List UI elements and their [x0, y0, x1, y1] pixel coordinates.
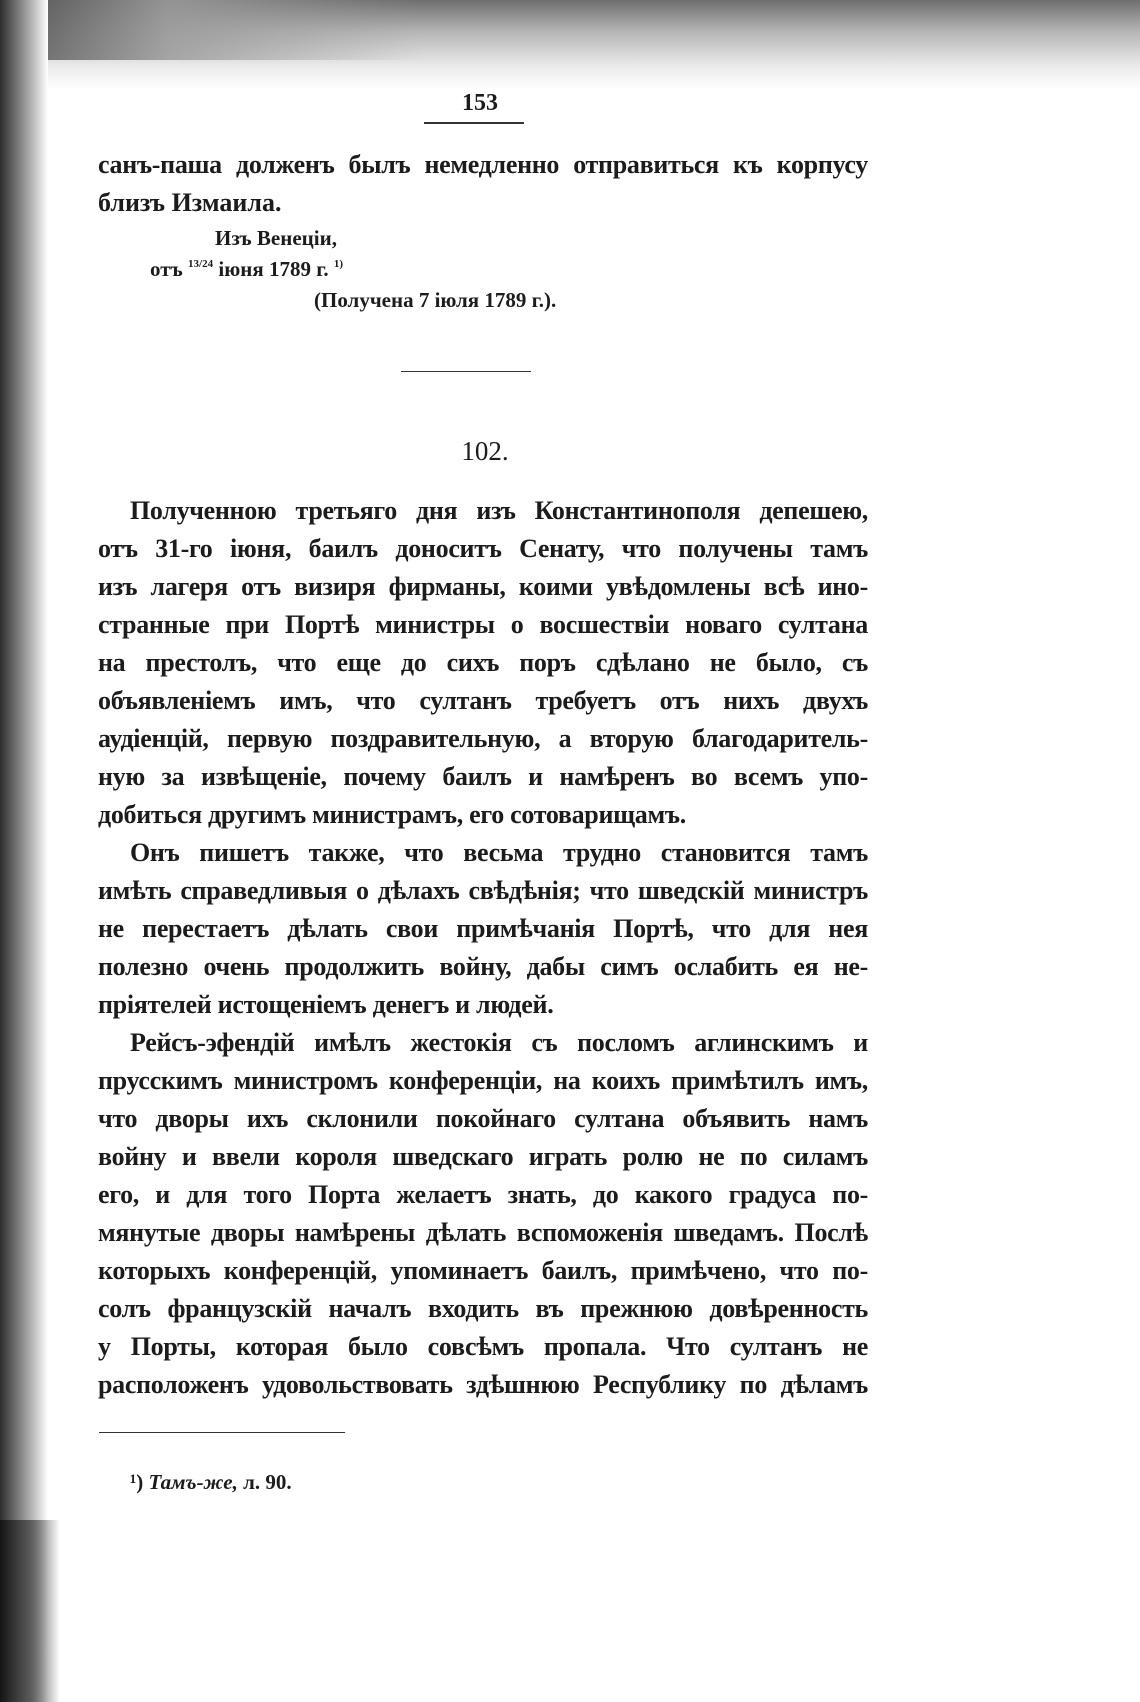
footnote-mark: ¹) — [130, 1470, 144, 1494]
body-line: на престолъ, что еще до сихъ поръ сдѣлано не было, съ — [98, 648, 868, 677]
footnote-rule — [99, 1432, 345, 1433]
body-line: ную за извѣщеніе, почему баилъ и намѣренъ во всемъ упо- — [98, 762, 868, 791]
body-line: аудіенцій, первую поздравительную, а вторую благодаритель- — [98, 724, 868, 753]
scan-shadow-left — [0, 0, 48, 1702]
footnote — [130, 1470, 292, 1495]
footnote-source: Тамъ-же, — [148, 1470, 238, 1494]
body-line: не перестаетъ дѣлать свои примѣчанія Портѣ, что для нея — [98, 914, 868, 943]
body-line: которыхъ конференцій, упоминаетъ баилъ, примѣчено, что по- — [98, 1256, 868, 1285]
section-separator — [401, 371, 531, 372]
body-line: расположенъ удовольствовать здѣшнюю Республику по дѣламъ — [98, 1370, 868, 1399]
body-line: пріятелей истощеніемъ денегъ и людей. — [98, 990, 554, 1019]
scan-shadow-bottom-left — [0, 1520, 60, 1702]
body-line: что дворы ихъ склонили покойнаго султана объявить намъ — [98, 1104, 868, 1133]
body-line: объявленіемъ имъ, что султанъ требуетъ отъ нихъ двухъ — [98, 686, 868, 715]
body-line: добиться другимъ министрамъ, его сотоварищамъ. — [98, 800, 686, 829]
body-line: Полученною третьяго дня изъ Константинополя депешею, — [130, 496, 868, 525]
date-fraction: 13/24 — [188, 258, 214, 270]
page-number: 153 — [462, 90, 498, 116]
body-line: отъ 31-го іюня, баилъ доноситъ Сенату, что получены тамъ — [98, 534, 868, 563]
body-line: Онъ пишетъ также, что весьма трудно становится тамъ — [130, 838, 868, 867]
from-city: Изъ Венеціи, — [215, 226, 337, 250]
scan-shadow-corner — [0, 0, 420, 60]
body-line: войну и ввели короля шведскаго играть ролю не по силамъ — [98, 1142, 868, 1171]
body-line: мянутые дворы намѣрены дѣлать вспоможенія шведамъ. Послѣ — [98, 1218, 868, 1247]
body-line: его, и для того Порта желаетъ знать, до какого градуса по- — [98, 1180, 868, 1209]
body-line: изъ лагеря отъ визиря фирманы, коими увѣдомлены всѣ ино- — [98, 572, 868, 601]
body-line: у Порты, которая было совсѣмъ пропала. Что султанъ не — [98, 1332, 868, 1361]
date-line — [150, 259, 343, 280]
body-line: солъ французскій началъ входить въ прежнюю довѣренность — [98, 1294, 868, 1323]
body-line: странные при Портѣ министры о восшествіи новаго султана — [98, 610, 868, 639]
date-rest: іюня 1789 г. — [218, 257, 329, 281]
body-line: имѣть справедливыя о дѣлахъ свѣдѣнія; что шведскій министръ — [98, 876, 868, 905]
document-number: 102. — [461, 436, 509, 466]
body-line: прусскимъ министромъ конференціи, на коихъ примѣтилъ имъ, — [98, 1066, 868, 1095]
header-line: санъ-паша долженъ былъ немедленно отправиться къ корпусу — [98, 150, 868, 179]
footnote-leaf: л. 90. — [243, 1470, 292, 1494]
date-note-mark: 1) — [333, 258, 344, 270]
header-line: близъ Измаила. — [98, 188, 282, 217]
body-line: Рейсъ-эфендій имѣлъ жестокія съ посломъ аглинскимъ и — [130, 1028, 868, 1057]
body-line: полезно очень продолжить войну, дабы симъ ослабить ея не- — [98, 952, 868, 981]
received-note: (Получена 7 іюля 1789 г.). — [314, 288, 557, 312]
date-prefix: отъ — [150, 257, 183, 281]
page-number-rule — [424, 122, 524, 124]
